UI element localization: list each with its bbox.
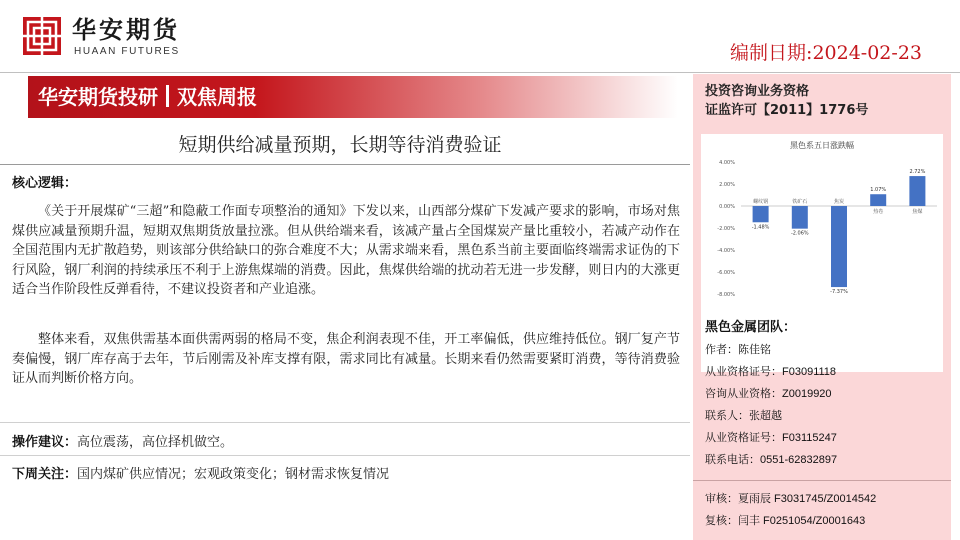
company-logo <box>22 16 182 62</box>
qualification-line-1: 投资咨询业务资格 <box>705 84 810 99</box>
category-label: 铁矿石 <box>792 199 808 205</box>
y-tick-label: 0.00% <box>719 204 735 210</box>
core-logic-heading: 核心逻辑： <box>12 176 78 191</box>
next-week-focus <box>12 463 389 482</box>
bar <box>831 206 847 287</box>
core-logic-paragraph-1: 《关于开展煤矿“三超”和隐蔽工作面专项整治的通知》下发以来，山西部分煤矿下发减产要求的影响，市场对焦煤供应减量预期升温，短期双焦期货放量拉涨。但从供给端来看，该减产量占全国煤炭产量比重较小，若减产动作在全国范围内无扩散趋势，则该部分供给缺口的弥合难度不大；从需求端来看，黑色系当前主要面临终端需求证伪的下行风险，钢厂利润的持续承压不利于上游焦煤端的消费。因此，焦煤供给端的扰动若无进一步发酵，则日内的大涨更适合当作阶段性反弹看待，不建议投资者和产业追涨。 <box>12 204 680 297</box>
data-label: -1.48% <box>751 224 770 231</box>
category-label: 热卷 <box>873 209 884 215</box>
y-tick-label: -8.00% <box>717 292 735 298</box>
bar <box>870 194 886 206</box>
chart-container <box>701 134 943 372</box>
section-divider <box>0 455 690 456</box>
data-label: -7.37% <box>830 289 848 296</box>
banner-brand: 华安期货投研 <box>38 85 158 109</box>
report-subtitle: 短期供给减量预期，长期等待消费验证 <box>178 134 502 156</box>
header-divider <box>0 72 960 73</box>
sidebar <box>693 74 951 540</box>
team-author-cert: 从业资格证号：F03091118 <box>705 366 837 378</box>
bar <box>792 206 808 229</box>
operation-advice <box>12 431 233 450</box>
next-week-label: 下周关注： <box>12 467 78 482</box>
reviewer-1: 审核：夏雨辰 F3031745/Z0014542 <box>705 493 877 505</box>
y-tick-label: 4.00% <box>719 160 735 166</box>
y-tick-label: 2.00% <box>719 182 735 188</box>
banner-text <box>38 83 257 111</box>
logo-english-name: HUAAN FUTURES <box>74 46 180 57</box>
banner-report-name: 双焦周报 <box>177 85 257 109</box>
qualification-line-2: 证监许可【2011】1776号 <box>705 103 869 118</box>
data-label: 2.72% <box>909 169 926 176</box>
banner-separator <box>166 85 169 107</box>
black-series-change-chart <box>701 134 943 304</box>
qualification-block <box>705 82 868 120</box>
team-contact-cert: 从业资格证号：F03115247 <box>705 432 837 444</box>
team-author-consult: 咨询从业资格：Z0019920 <box>705 388 832 400</box>
logo-chinese-name: 华安期货 <box>72 15 180 44</box>
section-divider <box>0 422 690 423</box>
operation-advice-value: 高位震荡，高位择机做空。 <box>77 435 234 450</box>
category-label: 焦煤 <box>912 209 923 215</box>
y-tick-label: -6.00% <box>717 270 735 276</box>
sidebar-divider <box>693 480 951 481</box>
y-tick-label: -4.00% <box>717 248 735 254</box>
report-date: 编制日期:2024-02-23 <box>730 42 922 64</box>
reviewer-2: 复核：闫丰 F0251054/Z0001643 <box>705 515 866 527</box>
team-contact: 联系人：张超越 <box>705 410 782 422</box>
data-label: 1.07% <box>870 187 887 194</box>
bar <box>909 176 925 206</box>
core-logic-paragraph-2: 整体来看，双焦供需基本面供需两弱的格局不变，焦企利润表现不佳，开工率偏低，供应维持低位。钢厂复产节奏偏慢，钢厂库存高于去年，节后刚需及补库支撑有限，需求同比有减量。长期来看仍然需要紧盯消费，等待消费验证从而判断价格方向。 <box>12 332 680 386</box>
subtitle-divider <box>0 164 690 165</box>
bar <box>753 206 769 222</box>
huaan-logo-icon <box>22 16 62 56</box>
team-author: 作者：陈佳铭 <box>705 344 771 356</box>
team-phone: 联系电话：0551-62832897 <box>705 454 838 466</box>
next-week-value: 国内煤矿供应情况；宏观政策变化；钢材需求恢复情况 <box>77 467 390 482</box>
title-banner <box>28 76 678 118</box>
chart-title: 黑色系五日涨跌幅 <box>790 141 854 150</box>
operation-advice-label: 操作建议： <box>12 435 78 450</box>
category-label: 焦炭 <box>833 199 845 205</box>
category-label: 螺纹钢 <box>753 199 769 205</box>
data-label: -2.06% <box>790 230 809 237</box>
team-title: 黑色金属团队： <box>705 320 797 335</box>
y-tick-label: -2.00% <box>717 226 735 232</box>
